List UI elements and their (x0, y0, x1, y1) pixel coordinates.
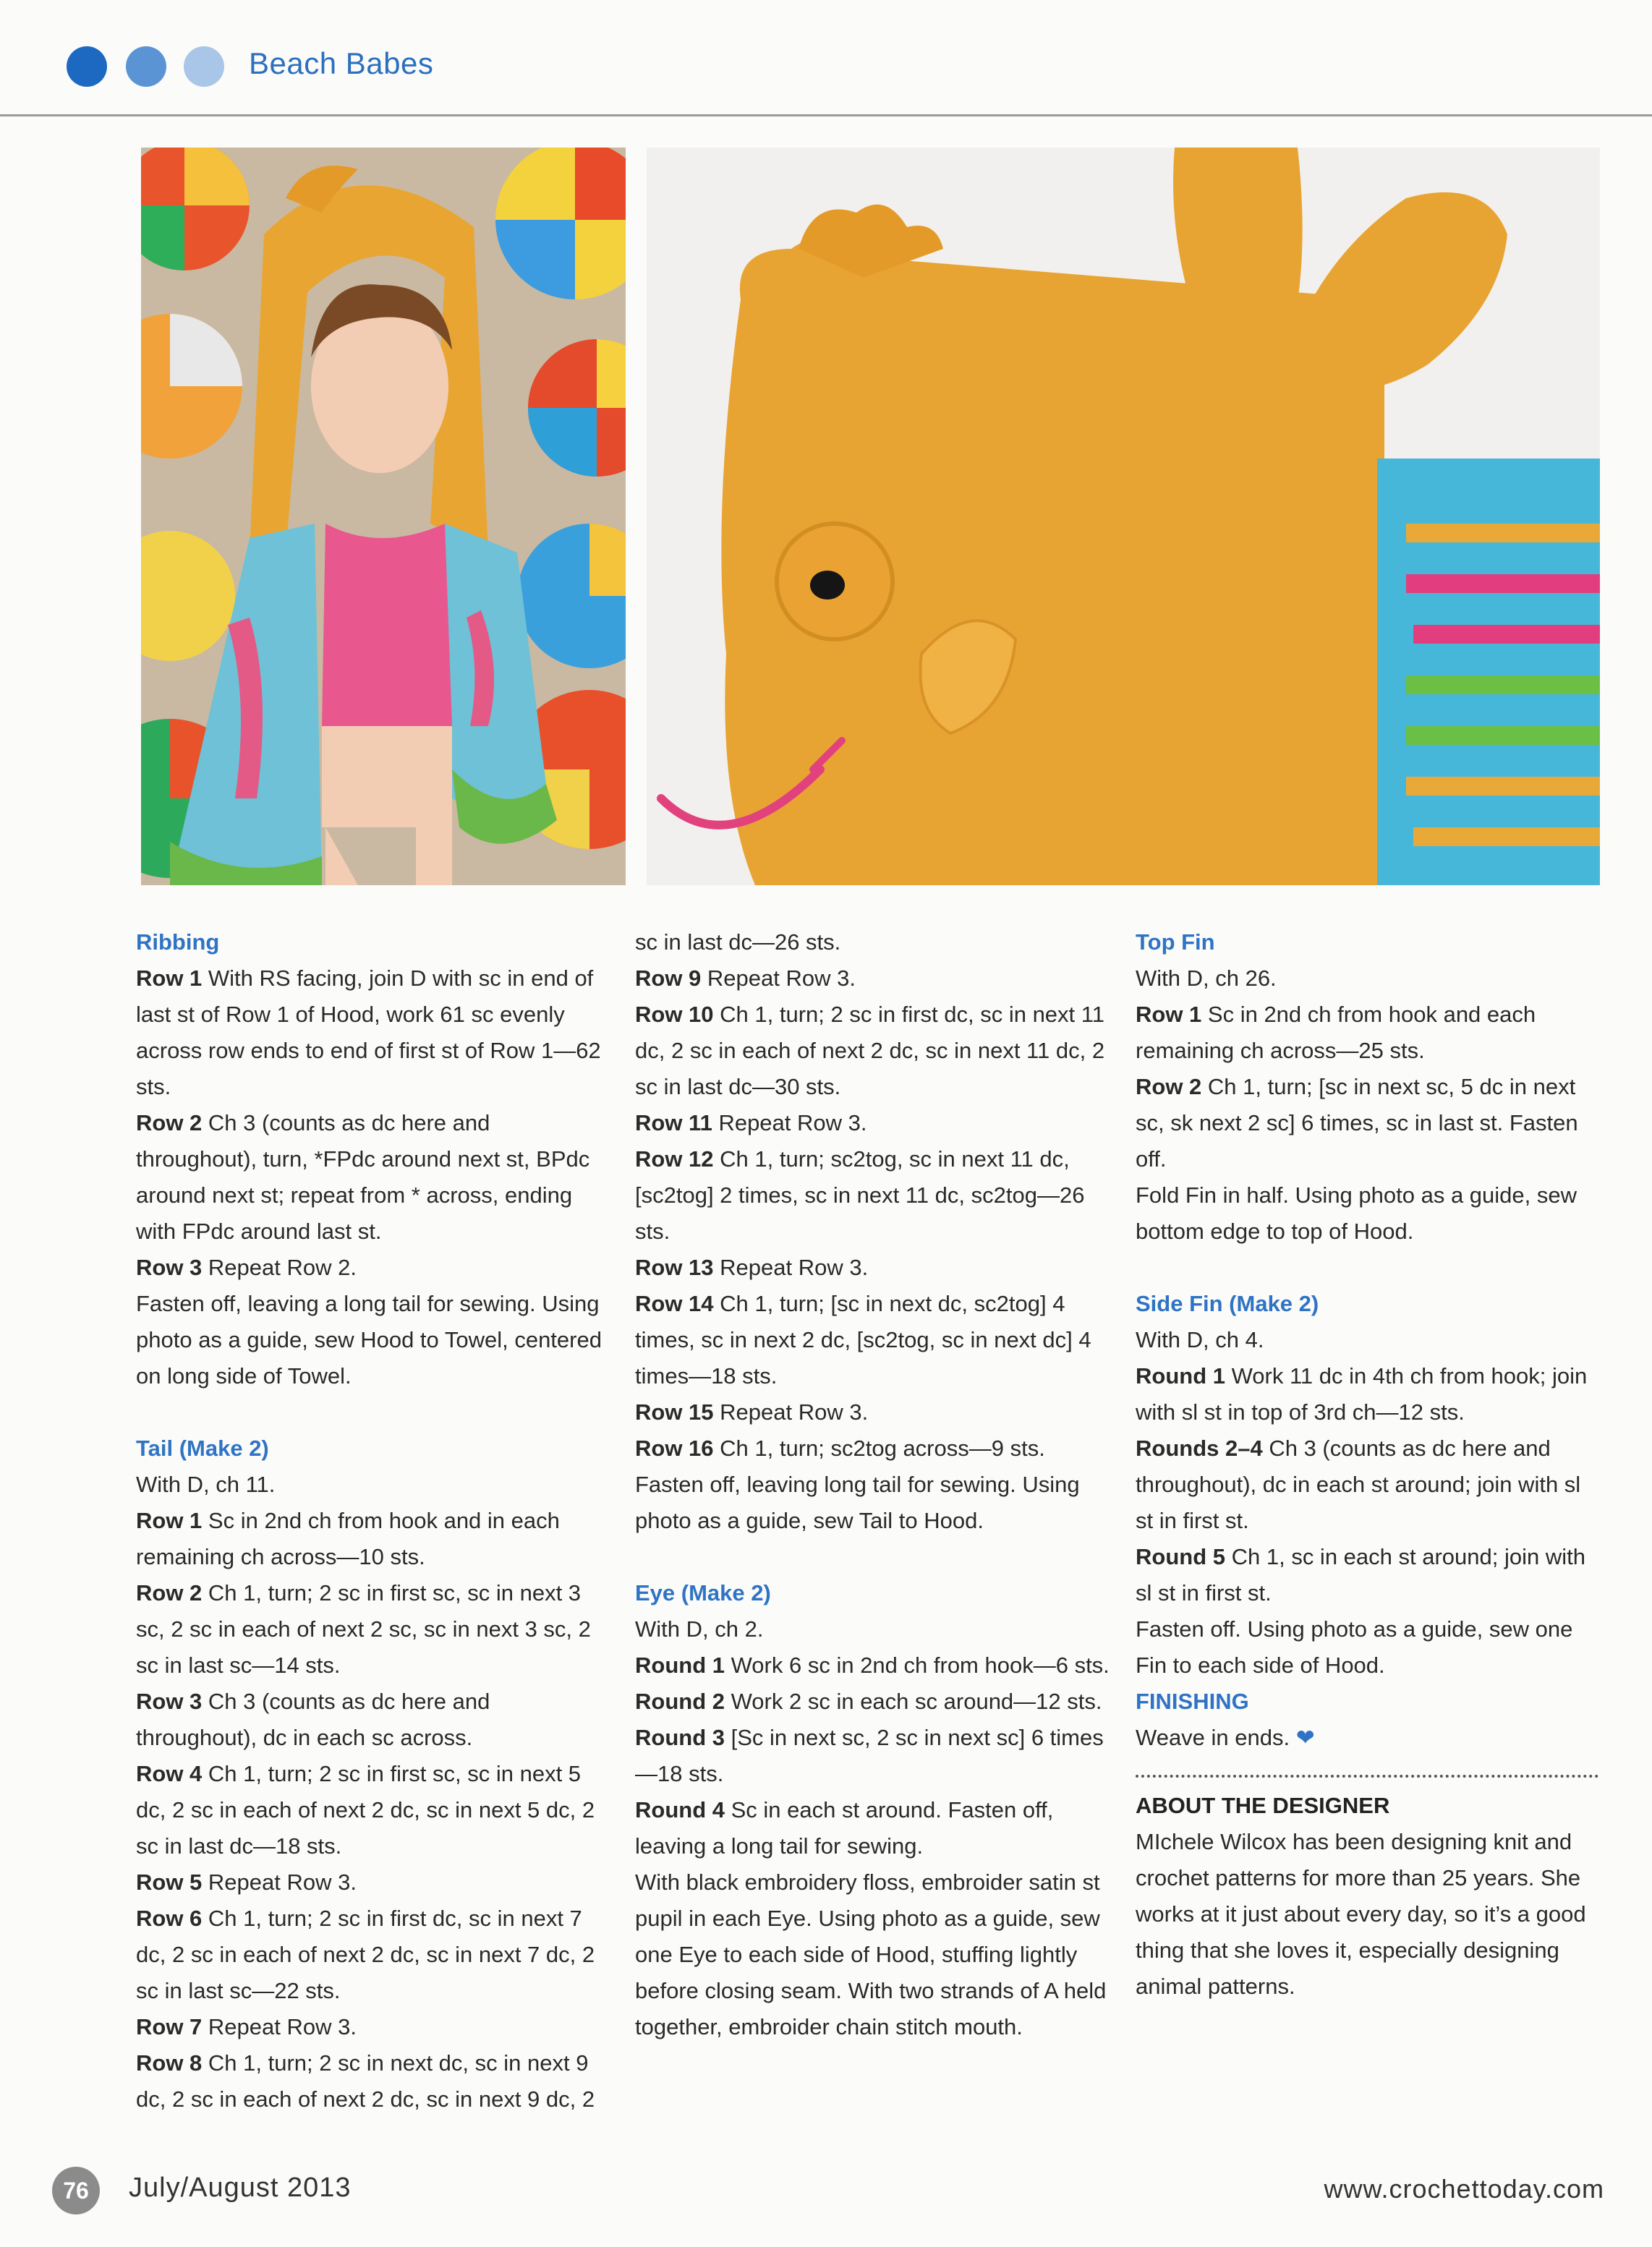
child-photo-illustration (141, 148, 626, 885)
page-footer (0, 2155, 1652, 2247)
tail-row-15 (635, 1394, 1112, 1431)
tail-row-14 (635, 1286, 1112, 1394)
round-label: Round 1 (635, 1653, 725, 1678)
row-label: Row 13 (635, 1255, 714, 1280)
tail-heading: Tail (Make 2) (136, 1436, 269, 1461)
fish-hood-illustration (647, 148, 1600, 885)
top-fin-intro: With D, ch 26. (1136, 965, 1277, 991)
dotted-divider (1136, 1775, 1598, 1778)
tail-row-1 (136, 1503, 613, 1575)
issue-date: July/August 2013 (129, 2173, 352, 2203)
row-label: Row 2 (136, 1110, 203, 1135)
tail-row-5 (136, 1864, 613, 1901)
row-label: Row 1 (136, 965, 203, 991)
row-text: Repeat Row 3. (713, 1255, 869, 1280)
row-label: Row 14 (635, 1291, 714, 1316)
ribbing-row-3 (136, 1250, 613, 1286)
ribbing-heading: Ribbing (136, 929, 220, 955)
tail-row-10 (635, 997, 1112, 1105)
row-label: Row 2 (1136, 1074, 1202, 1099)
row-text: Ch 3 (counts as dc here and throughout), dc in each sc across. (136, 1689, 490, 1750)
row-text: Repeat Row 3. (713, 1399, 869, 1425)
tail-row-8-cont: sc in last dc—26 sts. (635, 929, 841, 955)
row-text: Ch 1, turn; 2 sc in first dc, sc in next 11 dc, 2 sc in each of next 2 dc, sc in next 11 dc, 2 sc in last dc—30 sts. (635, 1002, 1105, 1099)
finishing-text (1136, 1720, 1598, 1756)
round-text: Work 11 dc in 4th ch from hook; join with sl st in top of 3rd ch—12 sts. (1136, 1363, 1588, 1425)
side-fin-intro: With D, ch 4. (1136, 1327, 1264, 1352)
tail-row-11 (635, 1105, 1112, 1141)
eye-round-3 (635, 1720, 1112, 1792)
top-fin-finish: Fold Fin in half. Using photo as a guide, sew bottom edge to top of Hood. (1136, 1182, 1578, 1244)
row-text: Repeat Row 3. (712, 1110, 867, 1135)
row-text: Ch 3 (counts as dc here and throughout), turn, *FPdc around next st, BPdc around next st; repeat from * across, ending with FPdc around last st. (136, 1110, 590, 1244)
text-column-3 (1136, 924, 1598, 2005)
round-text: Ch 3 (counts as dc here and throughout), dc in each st around; join with sl st in first st. (1136, 1436, 1581, 1533)
row-text: Ch 1, turn; 2 sc in first sc, sc in next 3 sc, 2 sc in each of next 2 sc, sc in next 3 sc, 2 sc in last sc—14 sts. (136, 1580, 591, 1678)
row-text: Ch 1, turn; [sc in next sc, 5 dc in next sc, sk next 2 sc] 6 times, sc in last st. Fasten off. (1136, 1074, 1578, 1172)
row-label: Row 12 (635, 1146, 714, 1172)
eye-finish: With black embroidery floss, embroider satin st pupil in each Eye. Using photo as a guide, sew one Eye to each side of Hood, stuffing lightly before closing seam. With two strands of A held together, embroider chain stitch mouth. (635, 1869, 1107, 2039)
round-label: Rounds 2–4 (1136, 1436, 1263, 1461)
round-text: Work 6 sc in 2nd ch from hook—6 sts. (725, 1653, 1110, 1678)
row-label: Row 11 (635, 1110, 712, 1135)
row-text: Repeat Row 2. (202, 1255, 357, 1280)
ribbing-row-2 (136, 1105, 613, 1250)
header-rule (0, 114, 1652, 116)
row-text: Ch 1, turn; [sc in next dc, sc2tog] 4 times, sc in next 2 dc, [sc2tog, sc in next dc] 4 times—18 sts. (635, 1291, 1091, 1389)
round-text: Work 2 sc in each sc around—12 sts. (725, 1689, 1102, 1714)
eye-intro: With D, ch 2. (635, 1616, 764, 1642)
eye-round-2 (635, 1684, 1112, 1720)
ribbing-row-1 (136, 960, 613, 1105)
row-label: Row 9 (635, 965, 702, 991)
heart-icon: ❤ (1295, 1725, 1315, 1750)
row-text: Repeat Row 3. (202, 2014, 357, 2039)
row-label: Row 3 (136, 1255, 203, 1280)
tail-row-6 (136, 1901, 613, 2009)
round-label: Round 2 (635, 1689, 725, 1714)
row-label: Row 6 (136, 1906, 203, 1931)
round-label: Round 3 (635, 1725, 725, 1750)
top-fin-row-1 (1136, 997, 1598, 1069)
website-link[interactable]: www.crochettoday.com (1324, 2174, 1604, 2204)
header-dot-3 (184, 46, 224, 87)
header-dot-2 (126, 46, 166, 87)
header-dot-1 (67, 46, 107, 87)
tail-row-16 (635, 1431, 1112, 1467)
row-text: Ch 1, turn; sc2tog across—9 sts. (713, 1436, 1045, 1461)
tail-row-9 (635, 960, 1112, 997)
section-title: Beach Babes (249, 46, 434, 80)
row-text: Ch 1, turn; 2 sc in first sc, sc in next 5 dc, 2 sc in each of next 2 dc, sc in next 5 dc, 2 sc in last dc—18 sts. (136, 1761, 595, 1859)
designer-heading: ABOUT THE DESIGNER (1136, 1793, 1390, 1818)
round-text: Ch 1, sc in each st around; join with sl st in first st. (1136, 1544, 1585, 1606)
row-text: Sc in 2nd ch from hook and in each remaining ch across—10 sts. (136, 1508, 560, 1569)
side-fin-round-1 (1136, 1358, 1598, 1431)
row-text: With RS facing, join D with sc in end of last st of Row 1 of Hood, work 61 sc evenly across row ends to end of first st of Row 1—62 sts. (136, 965, 601, 1099)
round-text: [Sc in next sc, 2 sc in next sc] 6 times—18 sts. (635, 1725, 1104, 1786)
round-text: Sc in each st around. Fasten off, leaving a long tail for sewing. (635, 1797, 1054, 1859)
row-label: Row 1 (136, 1508, 203, 1533)
row-label: Row 8 (136, 2050, 203, 2076)
row-text: Repeat Row 3. (701, 965, 856, 991)
finishing-body: Weave in ends. (1136, 1725, 1296, 1750)
round-label: Round 4 (635, 1797, 725, 1822)
page-header (0, 0, 1652, 123)
eye-round-4 (635, 1792, 1112, 1864)
designer-bio: MIchele Wilcox has been designing knit and crochet patterns for more than 25 years. She works at it just about every day, so it’s a good thing that she loves it, especially designing animal patterns. (1136, 1829, 1586, 1999)
row-label: Row 4 (136, 1761, 203, 1786)
eye-round-1 (635, 1647, 1112, 1684)
row-label: Row 15 (635, 1399, 714, 1425)
row-text: Ch 1, turn; 2 sc in first dc, sc in next 7 dc, 2 sc in each of next 2 dc, sc in next 7 dc, 2 sc in last sc—22 sts. (136, 1906, 595, 2003)
tail-row-8 (136, 2045, 613, 2118)
tail-row-2 (136, 1575, 613, 1684)
top-fin-heading: Top Fin (1136, 929, 1215, 955)
row-label: Row 7 (136, 2014, 203, 2039)
tail-row-4 (136, 1756, 613, 1864)
row-text: Ch 1, turn; 2 sc in next dc, sc in next 9 dc, 2 sc in each of next 2 dc, sc in next 9 dc, 2 (136, 2050, 595, 2112)
row-label: Row 16 (635, 1436, 714, 1461)
round-label: Round 1 (1136, 1363, 1225, 1389)
side-fin-rounds-2-4 (1136, 1431, 1598, 1539)
side-fin-round-5 (1136, 1539, 1598, 1611)
tail-finish: Fasten off, leaving long tail for sewing. Using photo as a guide, sew Tail to Hood. (635, 1472, 1080, 1533)
row-text: Repeat Row 3. (202, 1869, 357, 1895)
row-label: Row 1 (1136, 1002, 1202, 1027)
tail-row-12 (635, 1141, 1112, 1250)
row-label: Row 5 (136, 1869, 203, 1895)
page-number: 76 (52, 2167, 100, 2214)
tail-row-13 (635, 1250, 1112, 1286)
text-column-2 (635, 924, 1112, 2045)
text-column-1 (136, 924, 613, 2118)
top-fin-row-2 (1136, 1069, 1598, 1177)
photo-child-hooded-towel (141, 148, 626, 885)
ribbing-finish: Fasten off, leaving a long tail for sewing. Using photo as a guide, sew Hood to Towel, centered on long side of Towel. (136, 1291, 602, 1389)
row-label: Row 2 (136, 1580, 203, 1606)
eye-heading: Eye (Make 2) (635, 1580, 771, 1606)
tail-intro: With D, ch 11. (136, 1472, 276, 1497)
side-fin-heading: Side Fin (Make 2) (1136, 1291, 1319, 1316)
row-text: Ch 1, turn; sc2tog, sc in next 11 dc, [sc2tog] 2 times, sc in next 11 dc, sc2tog—26 sts. (635, 1146, 1085, 1244)
side-fin-finish: Fasten off. Using photo as a guide, sew one Fin to each side of Hood. (1136, 1616, 1573, 1678)
tail-row-3 (136, 1684, 613, 1756)
photo-fish-hood-closeup (647, 148, 1600, 885)
finishing-heading: FINISHING (1136, 1689, 1249, 1714)
row-text: Sc in 2nd ch from hook and each remaining ch across—25 sts. (1136, 1002, 1536, 1063)
round-label: Round 5 (1136, 1544, 1225, 1569)
tail-row-7 (136, 2009, 613, 2045)
row-label: Row 3 (136, 1689, 203, 1714)
row-label: Row 10 (635, 1002, 714, 1027)
